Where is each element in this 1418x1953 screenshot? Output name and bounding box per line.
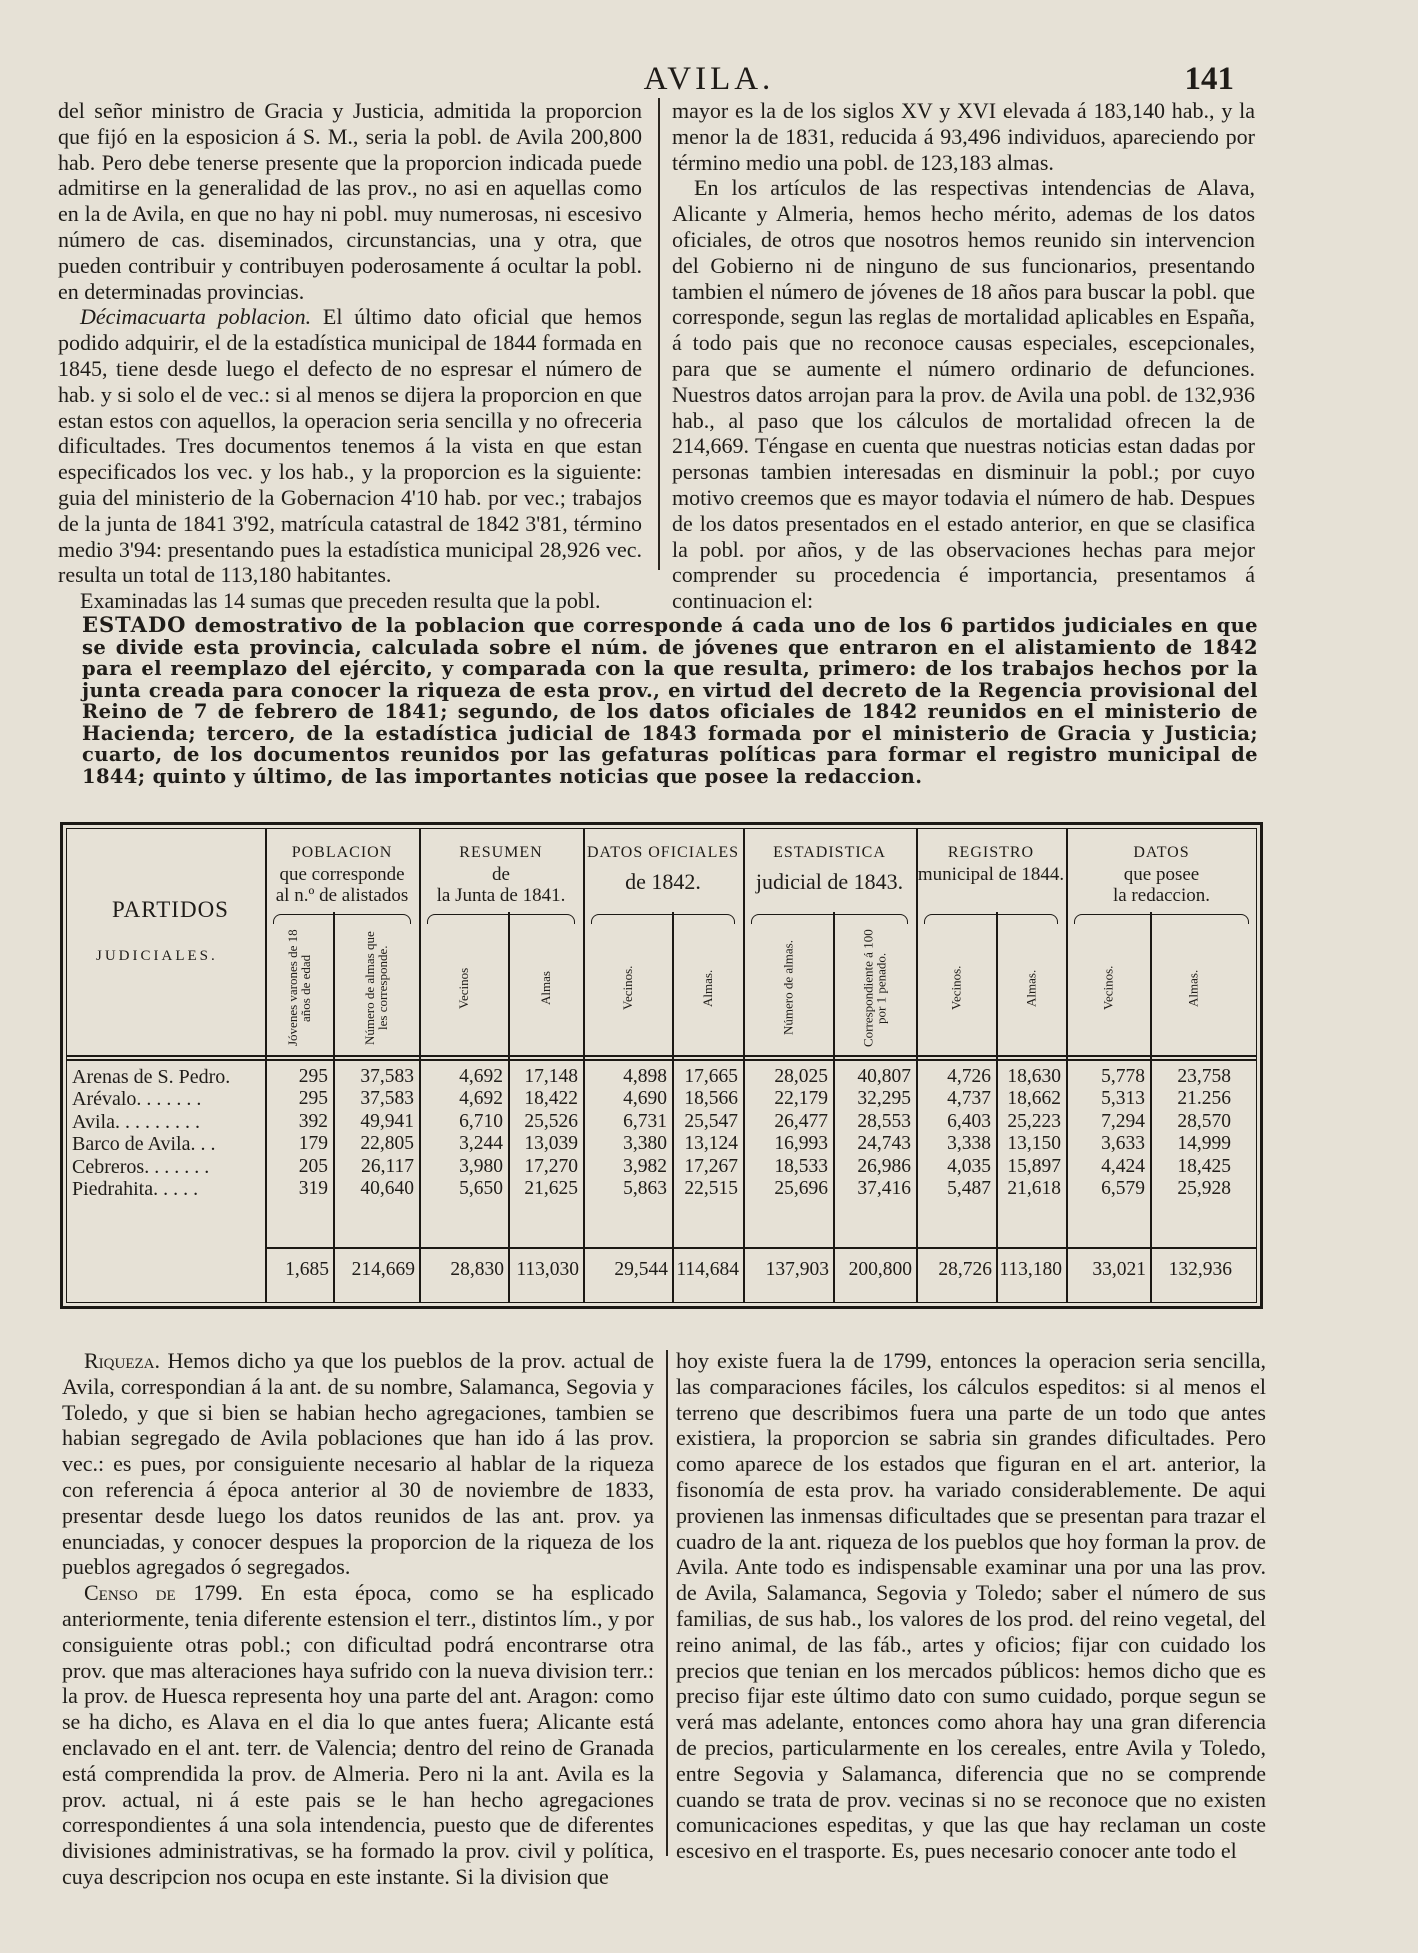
table-cell: 18,630 [1007, 1066, 1061, 1087]
table-subheader: Vecinos [456, 967, 471, 1009]
column-rule [666, 1350, 668, 1856]
table-cell: 28,025 [774, 1066, 828, 1087]
table-subheader: Vecinos. [1100, 965, 1116, 1011]
table-cell: 18,662 [1007, 1088, 1061, 1110]
table-cell: 14,999 [1177, 1133, 1231, 1155]
row-label: Cebreros. . . . . . . [72, 1155, 210, 1178]
paragraph-text: Hemos dicho ya que los pueblos de la prov. actual de Avila, correspondian á la ant. de su nombre, Salamanca, Segovia y Toledo, y que si bien se habian hecho agregaciones, tambien se habian segregado de Avila poblaciones que han ido á las prov. vec.: es pues, por consiguiente necesario al hablar de la riqueza con referencia á época anterior al 30 de noviembre de 1833, presentar desde luego los datos reunidos de las ant. prov. ya enunciadas, y conocer despues la proporcion de la riqueza de los pueblos agregados ó segregados. [62, 1348, 654, 1580]
table-subheader: Vecinos. [620, 965, 635, 1011]
table-cell: 25,526 [524, 1110, 578, 1132]
group-header-line: ESTADISTICA [773, 844, 886, 861]
table-total-cell: 137,903 [765, 1259, 829, 1280]
table-cell: 22,179 [774, 1088, 828, 1110]
paragraph-text: El último dato oficial que hemos podido adquirir, el de la estadística municipal de 1844 formada en 1845, tiene desde luego el defecto de no espresar el número de hab. y si solo el de vec.: si al menos se dijera la proporcion en que estan estos con aquellos, la operacion seria sencilla y no ofreceria dificultades. Tres documentos tenemos á la vista en que estan especificados los vec. y los hab., y la proporcion es la siguiente: guia del ministerio de la Gobernacion 4'10 hab. por vec.; trabajos de la junta de 1841 3'92, matrícula catastral de 1842 3'81, término medio 3'94: presentando pues la estadística municipal 28,926 vec. resulta un total de 113,180 habitantes. [58, 304, 642, 588]
running-head: AVILA. [643, 61, 775, 97]
group-header-line: que posee [1123, 864, 1200, 885]
column-rule [658, 98, 660, 570]
table-cell: 17,665 [684, 1066, 738, 1087]
row-label: Avila. . . . . . . . . [72, 1110, 200, 1133]
group-header-line: la Junta de 1841. [436, 885, 566, 906]
table-cell: 17,148 [524, 1066, 578, 1087]
table-cell: 37,416 [857, 1178, 911, 1199]
group-brace [924, 914, 1058, 924]
table-cell: 13,039 [524, 1133, 578, 1155]
table-subheader: Almas. [1185, 969, 1201, 1007]
table-cell: 25,696 [774, 1178, 828, 1199]
table-cell: 25,223 [1007, 1110, 1061, 1132]
table-subheader: Número de almas. [780, 940, 796, 1036]
table-total-cell: 28,726 [938, 1259, 992, 1280]
column-top-right [672, 98, 1255, 614]
group-header-line: de 1842. [625, 869, 701, 894]
table-cell: 3,980 [459, 1155, 503, 1177]
table-cell: 24,743 [857, 1133, 911, 1155]
table-cell: 25,547 [684, 1110, 738, 1132]
paragraph: Examinadas las 14 sumas que preceden resulta que la pobl. [80, 588, 601, 614]
group-header-line: DATOS [1133, 844, 1190, 861]
table-cell: 3,338 [947, 1133, 991, 1155]
table-cell: 6,731 [623, 1110, 667, 1132]
table-cell: 5,313 [1101, 1088, 1145, 1110]
table-total-cell: 114,684 [676, 1259, 739, 1280]
table-cell: 4,898 [623, 1066, 667, 1087]
table-cell: 6,579 [1101, 1178, 1145, 1199]
row-label: Barco de Avila. . . [72, 1133, 216, 1156]
table-caption [82, 614, 1258, 787]
table-row-rule [66, 1055, 1257, 1057]
table-group-header [583, 842, 743, 892]
table-cell: 22,805 [360, 1133, 414, 1155]
table-cell: 28,553 [857, 1110, 911, 1132]
table-cell: 4,035 [947, 1155, 991, 1177]
table-cell: 4,726 [947, 1066, 991, 1087]
table-cell: 179 [298, 1133, 328, 1155]
table-subheader: Almas. [1023, 969, 1039, 1007]
table-cell: 13,124 [684, 1133, 738, 1155]
table-cell: 3,633 [1101, 1133, 1145, 1155]
table-cell: 4,737 [947, 1088, 991, 1110]
table-cell: 40,640 [360, 1178, 414, 1199]
table-cell: 7,294 [1101, 1110, 1145, 1132]
section-lead: Décimacuarta poblacion. [80, 304, 312, 330]
table-cell: 32,295 [857, 1088, 911, 1110]
group-header-line: judicial de 1843. [755, 869, 904, 894]
table-cell: 17,267 [684, 1155, 738, 1177]
row-label: Piedrahita. . . . . [72, 1178, 199, 1200]
table-cell: 23,758 [1177, 1066, 1231, 1087]
table-cell: 4,692 [459, 1088, 503, 1110]
table-subheader: Correspondiente á 100 por 1 penado. [860, 929, 889, 1047]
caption-lead: ESTADO [82, 612, 187, 637]
table-total-cell: 113,180 [999, 1259, 1062, 1280]
table-cell: 37,583 [360, 1066, 414, 1087]
table-cell: 18,425 [1177, 1155, 1231, 1177]
group-header-line: POBLACION [291, 844, 393, 861]
page-number: 141 [1184, 61, 1234, 97]
table-subheader: Almas [538, 971, 553, 1005]
group-brace [1074, 914, 1249, 924]
column-bottom-right [676, 1348, 1266, 1864]
stub-subtitle: JUDICIALES. [96, 948, 218, 964]
table-cell: 16,993 [774, 1133, 828, 1155]
table-cell: 4,424 [1101, 1155, 1145, 1177]
group-header-line: RESUMEN [459, 844, 543, 861]
table-cell: 392 [298, 1110, 328, 1132]
group-brace [751, 914, 908, 924]
row-label: Arenas de S. Pedro. [72, 1066, 231, 1088]
table-total-cell: 33,021 [1092, 1259, 1146, 1280]
table-total-cell: 200,800 [848, 1259, 912, 1280]
table-cell: 15,897 [1007, 1155, 1061, 1177]
table-cell: 49,941 [360, 1110, 414, 1132]
paragraph: hoy existe fuera la de 1799, entonces la operacion seria sencilla, las comparaciones fáciles, los cálculos espeditos: si al menos el terreno que describimos fuera una parte de un todo que antes existiera, la proporcion se sabria sin grandes dificultades. Pero como aparece de los estados que figuran en el art. anterior, la fisonomía de esta prov. ha variado considerablemente. De aqui provienen las inmensas dificultades que se presentan para trazar el cuadro de la ant. riqueza de los pueblos que hoy forman la prov. de Avila. Ante todo es indispensable examinar una por una las prov. de Avila, Salamanca, Segovia y Toledo; saber el número de sus familias, de sus hab., los valores de los prod. del reino vegetal, del reino animal, de las fáb., artes y oficios; fijar con cuidado los precios que tenian en los mercados públicos: hemos dicho que es preciso fijar este último dato con sumo cuidado, porque segun se verá mas adelante, entonces como ahora hay una gran diferencia de precios, particularmente en los cereales, entre Avila y Toledo, entre Segovia y Salamanca, diferencia que no se comprende cuando se trata de prov. vecinas si no se reconoce que no existen comunicaciones espeditas, y que las que hay reclaman un coste escesivo en el trasporte. Es, pues necesario conocer ante todo el [676, 1348, 1266, 1864]
paragraph [58, 304, 642, 588]
table-total-cell: 214,669 [351, 1259, 415, 1280]
table-cell: 40,807 [857, 1066, 911, 1087]
table-cell: 25,928 [1177, 1178, 1231, 1199]
group-header-line: de [492, 864, 510, 885]
table-row-rule [265, 1247, 1257, 1249]
table-cell: 6,403 [947, 1110, 991, 1132]
table-cell: 21,625 [524, 1178, 578, 1199]
table-row-rule [66, 1059, 1257, 1061]
table-cell: 295 [298, 1088, 328, 1110]
paragraph [62, 1580, 654, 1890]
table-cell: 18,533 [774, 1155, 828, 1177]
row-label: Arévalo. . . . . . . [72, 1088, 202, 1111]
table-group-header [419, 842, 583, 906]
table-cell: 4,690 [623, 1088, 667, 1110]
group-header-line: DATOS OFICIALES [586, 844, 740, 861]
group-brace [427, 914, 575, 924]
table-cell: 26,986 [857, 1155, 911, 1177]
table-cell: 3,380 [623, 1133, 667, 1155]
table-cell: 21.256 [1177, 1088, 1231, 1110]
group-header-line: REGISTRO [947, 844, 1035, 861]
table-cell: 17,270 [524, 1155, 578, 1177]
table-subheader: Número de almas que les corresponde. [362, 931, 390, 1045]
paragraph [62, 1348, 654, 1580]
table-total-cell: 29,544 [614, 1259, 668, 1280]
table-cell: 22,515 [684, 1178, 738, 1199]
table-cell: 5,778 [1101, 1066, 1145, 1087]
table-cell: 21,618 [1007, 1178, 1061, 1199]
section-lead: Censo de 1799. [84, 1580, 243, 1606]
paragraph: del señor ministro de Gracia y Justicia, admitida la proporcion que fijó en la esposicion á S. M., seria la pobl. de Avila 200,800 hab. Pero debe tenerse presente que la proporcion indicada puede admitirse en la generalidad de las prov., no asi en aquellas como en la de Avila, en que no hay ni pobl. muy numerosas, ni escesivo número de cas. diseminados, circunstancias, una y otra, que pueden contribuir y contribuyen poderosamente á ocultar la pobl. en determinadas provincias. [58, 98, 642, 304]
table-group-header [743, 842, 916, 892]
group-header-line: que corresponde [279, 864, 405, 885]
column-top-left [58, 98, 642, 614]
group-header-line: municipal de 1844. [917, 864, 1065, 885]
table-group-header [265, 842, 419, 906]
table-total-cell: 28,830 [450, 1259, 504, 1280]
paragraph: mayor es la de los siglos XV y XVI elevada á 183,140 hab., y la menor la de 1831, reducida á 93,496 individuos, apareciendo por término medio una pobl. de 123,183 almas. [672, 98, 1255, 175]
group-brace [273, 914, 411, 924]
group-brace [591, 914, 735, 924]
group-header-line: al n.º de alistados [275, 885, 409, 906]
table-group-header [1066, 842, 1257, 906]
section-lead: Riqueza. [84, 1348, 160, 1373]
table-cell: 37,583 [360, 1088, 414, 1110]
table-subheader: Jóvenes varones de 18 años de edad [285, 929, 313, 1047]
table-cell: 5,650 [459, 1178, 503, 1199]
table-cell: 18,422 [524, 1088, 578, 1110]
table-subheader: Almas. [700, 969, 715, 1007]
table-cell: 13,150 [1007, 1133, 1061, 1155]
table-cell: 26,477 [774, 1110, 828, 1132]
table-cell: 28,570 [1177, 1110, 1231, 1132]
table-cell: 6,710 [459, 1110, 503, 1132]
table-total-cell: 132,936 [1168, 1259, 1232, 1280]
table-cell: 18,566 [684, 1088, 738, 1110]
table-cell: 295 [298, 1066, 328, 1087]
table-cell: 205 [298, 1155, 328, 1177]
table-total-cell: 1,685 [285, 1259, 329, 1280]
table-cell: 5,863 [623, 1178, 667, 1199]
group-header-line: la redaccion. [1112, 885, 1211, 906]
table-cell: 319 [298, 1178, 328, 1199]
paragraph-text: En esta época, como se ha esplicado anteriormente, tenia diferente estension el terr., distintos lím., y por consiguiente otras pobl.; con dificultad podrá encontrarse otra prov. que mas alteraciones haya sufrido con la nueva division terr.: la prov. de Huesca representa hoy una parte del ant. Aragon: como se ha dicho, es Alava en el dia lo que antes fuera; Alicante está enclavado en el ant. terr. de Valencia; dentro del reino de Granada está comprendida la prov. de Almeria. Pero ni la ant. Avila es la prov. actual, ni á este pais se le han hecho agregaciones correspondientes á una sola intendencia, puesto que de diferentes divisiones administrativas, se ha formado la prov. civil y política, cuya descripcion nos ocupa en este instante. Si la division que [62, 1580, 654, 1889]
column-bottom-left [62, 1348, 654, 1890]
table-group-header [916, 842, 1066, 885]
stub-title: PARTIDOS [112, 897, 229, 922]
paragraph: En los artículos de las respectivas intendencias de Alava, Alicante y Almeria, hemos hecho mérito, ademas de los datos oficiales, de otros que nosotros hemos reunido sin intervencion del Gobierno ni de ninguno de sus funcionarios, presentando tambien el número de jóvenes de 18 años para buscar la pobl. que corresponde, segun las reglas de mortalidad aplicables en España, á todo pais que no reconoce causas especiales, escepcionales, para que se aumente el número ordinario de defunciones. Nuestros datos arrojan para la prov. de Avila una pobl. de 132,936 hab., al paso que los cálculos de mortalidad ofrecen la de 214,669. Téngase en cuenta que nuestras noticias estan dadas por personas tambien interesadas en disminuir la pobl.; por cuyo motivo creemos que es mayor todavia el número de hab. Despues de los datos presentados en el estado anterior, en que se clasifica la pobl. por años, y de las observaciones hechas para mejor comprender su procedencia é importancia, presentamos á continuacion el: [672, 175, 1255, 614]
table-cell: 26,117 [361, 1155, 414, 1177]
table-total-cell: 113,030 [516, 1259, 579, 1280]
table-cell: 5,487 [947, 1178, 991, 1199]
table-cell: 4,692 [459, 1066, 503, 1087]
table-cell: 3,982 [623, 1155, 667, 1177]
table-cell: 3,244 [459, 1133, 503, 1155]
caption-text: demostrativo de la poblacion que corresponde á cada uno de los 6 partidos judiciales en que se divide esta provincia, calculada sobre el núm. de jóvenes que entraron en el alistamiento de 1842 para el reemplazo del ejército, y comparada con la que resulta, primero: de los trabajos hechos por la junta creada para conocer la riqueza de esta prov., en virtud del decreto de la Regencia provisional del Reino de 7 de febrero de 1841; segundo, de los datos oficiales de 1842 reunidos en el ministerio de Hacienda; tercero, de la estadística judicial de 1843 formada por el ministerio de Gracia y Justicia; cuarto, de los documentos reunidos por las gefaturas políticas para formar el registro municipal de 1844; quinto y último, de las importantes noticias que posee la redaccion. [82, 614, 1258, 788]
table-subheader: Vecinos. [948, 965, 964, 1011]
